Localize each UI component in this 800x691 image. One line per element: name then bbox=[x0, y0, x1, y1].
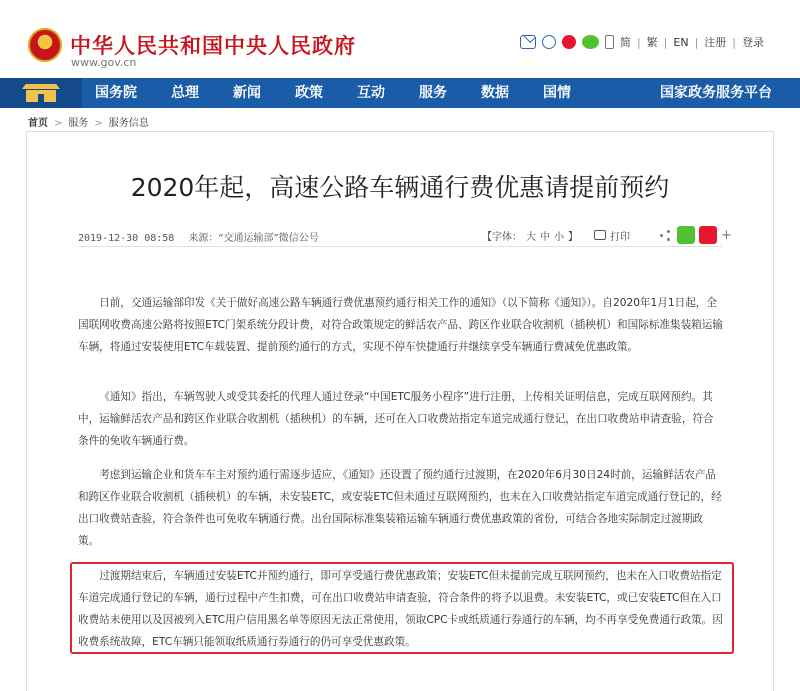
link-login[interactable]: 登录 bbox=[742, 36, 764, 49]
share-icon[interactable] bbox=[660, 230, 671, 241]
print-button[interactable]: 打印 bbox=[610, 231, 630, 243]
separator: | bbox=[636, 35, 641, 49]
main-nav bbox=[0, 78, 800, 108]
weibo-icon[interactable] bbox=[562, 35, 576, 49]
separator: | bbox=[694, 35, 699, 49]
nav-item-news[interactable]: 新闻 bbox=[233, 85, 261, 101]
article-paragraph-2: 《通知》指出，车辆驾驶人或受其委托的代理人通过登录“中国ETC服务小程序”进行注册，上传相关证明信息，完成互联网预约。其中，运输鲜活农产品和跨区作业联合收割机（插秧机）的车辆，还可在入口收费站指定车道完成通行登记，在出口收费站申请查验，符合条件的免收车辆通行费。 bbox=[78, 391, 714, 447]
article-paragraph-4: 过渡期结束后，车辆通过安装ETC并预约通行，即可享受通行费优惠政策；安装ETC但未提前完成互联网预约，也未在入口收费站指定车道完成通行登记的车辆，通行过程中产生扣费，可在出口收费站申请查验，符合条件的将予以退费。未安装ETC，或已安装ETC但在入口收费站未使用以及因被列入ETC用户信用黑名单等原因无法正常使用，领取CPC卡或纸质通行券通行的车辆，均不再享受免费通行政策。因收费系统故障，ETC车辆只能领取纸质通行券通行的仍可享受优惠政策。 bbox=[78, 570, 723, 648]
nav-item-state-council[interactable]: 国务院 bbox=[95, 85, 137, 101]
article-paragraph-3: 考虑到运输企业和货车车主对预约通行需逐步适应，《通知》还设置了预约通行过渡期，在2020年6月30日24时前，运输鲜活农产品和跨区作业联合收割机（插秧机）的车辆，未安装ETC，或安装ETC但未通过互联网预约，也未在入口收费站指定车道完成通行登记的，经出口收费站查验，符合条件也可免收车辆通行费。出台国际标准集装箱运输车辆通行费优惠政策的省份，可结合各地实际制定过渡期政策。 bbox=[78, 469, 722, 547]
wechat-icon[interactable] bbox=[582, 35, 599, 49]
weibo-share-icon[interactable] bbox=[699, 226, 717, 244]
site-url: www.gov.cn bbox=[71, 56, 137, 69]
separator: | bbox=[732, 35, 736, 49]
link-simplified[interactable]: 简 bbox=[619, 36, 631, 49]
link-english[interactable]: EN bbox=[673, 35, 689, 49]
article-paragraph-1: 日前，交通运输部印发《关于做好高速公路车辆通行费优惠预约通行相关工作的通知》（以下简称《通知》）。自2020年1月1日起，全国联网收费高速公路将按照ETC门架系统分段计费，对符合政策规定的鲜活农产品、跨区作业联合收割机（插秧机）和国际标准集装箱运输车辆，将通过安装使用ETC车载装置、提前预约通行的方式，实现不停车快捷通行并继续享受车辆通行费减免优惠政策。 bbox=[78, 297, 723, 353]
breadcrumb bbox=[28, 114, 149, 129]
font-size-close: 】 bbox=[568, 231, 578, 243]
divider bbox=[78, 246, 722, 247]
header-links bbox=[520, 34, 764, 50]
article-meta bbox=[78, 229, 319, 244]
separator: | bbox=[663, 35, 668, 49]
link-traditional[interactable]: 繁 bbox=[646, 36, 658, 49]
mail-icon[interactable] bbox=[520, 35, 536, 49]
font-size-medium[interactable]: 中 bbox=[540, 231, 550, 243]
breadcrumb-service[interactable]: 服务 bbox=[68, 118, 89, 129]
link-register[interactable]: 注册 bbox=[704, 36, 727, 49]
article-title: 2020年起，高速公路车辆通行费优惠请提前预约 bbox=[130, 173, 670, 202]
print-icon[interactable] bbox=[594, 230, 606, 240]
nav-item-premier[interactable]: 总理 bbox=[171, 85, 199, 101]
breadcrumb-home[interactable]: 首页 bbox=[28, 118, 48, 129]
font-size-selector bbox=[480, 228, 580, 243]
at-icon[interactable] bbox=[542, 35, 556, 49]
article-source: 来源：“交通运输部”微信公号 bbox=[188, 233, 319, 244]
nav-home[interactable] bbox=[0, 78, 82, 108]
tiananmen-icon bbox=[22, 84, 60, 102]
font-size-large[interactable]: 大 bbox=[526, 231, 536, 243]
breadcrumb-service-info[interactable]: 服务信息 bbox=[108, 118, 149, 129]
nav-item-interaction[interactable]: 互动 bbox=[357, 85, 385, 101]
breadcrumb-arrow-icon: > bbox=[54, 118, 63, 129]
article-tools bbox=[480, 226, 732, 244]
nav-item-service-platform[interactable]: 国家政务服务平台 bbox=[660, 85, 772, 101]
article-date: 2019-12-30 08:58 bbox=[78, 233, 175, 244]
nav-item-data[interactable]: 数据 bbox=[481, 85, 509, 101]
wechat-share-icon[interactable] bbox=[677, 226, 695, 244]
highlight-box bbox=[70, 562, 734, 654]
nav-item-national-info[interactable]: 国情 bbox=[543, 85, 571, 101]
breadcrumb-arrow-icon: > bbox=[94, 118, 103, 129]
font-size-open: 【字体： bbox=[482, 231, 522, 243]
nav-item-policy[interactable]: 政策 bbox=[295, 85, 323, 101]
national-emblem-logo[interactable] bbox=[28, 28, 62, 62]
site-title[interactable]: 中华人民共和国中央人民政府 bbox=[70, 34, 356, 58]
mobile-icon[interactable] bbox=[605, 35, 614, 49]
site-header bbox=[0, 0, 800, 78]
font-size-small[interactable]: 小 bbox=[554, 231, 564, 243]
more-share-icon[interactable]: + bbox=[721, 227, 732, 243]
nav-item-service[interactable]: 服务 bbox=[419, 85, 447, 101]
